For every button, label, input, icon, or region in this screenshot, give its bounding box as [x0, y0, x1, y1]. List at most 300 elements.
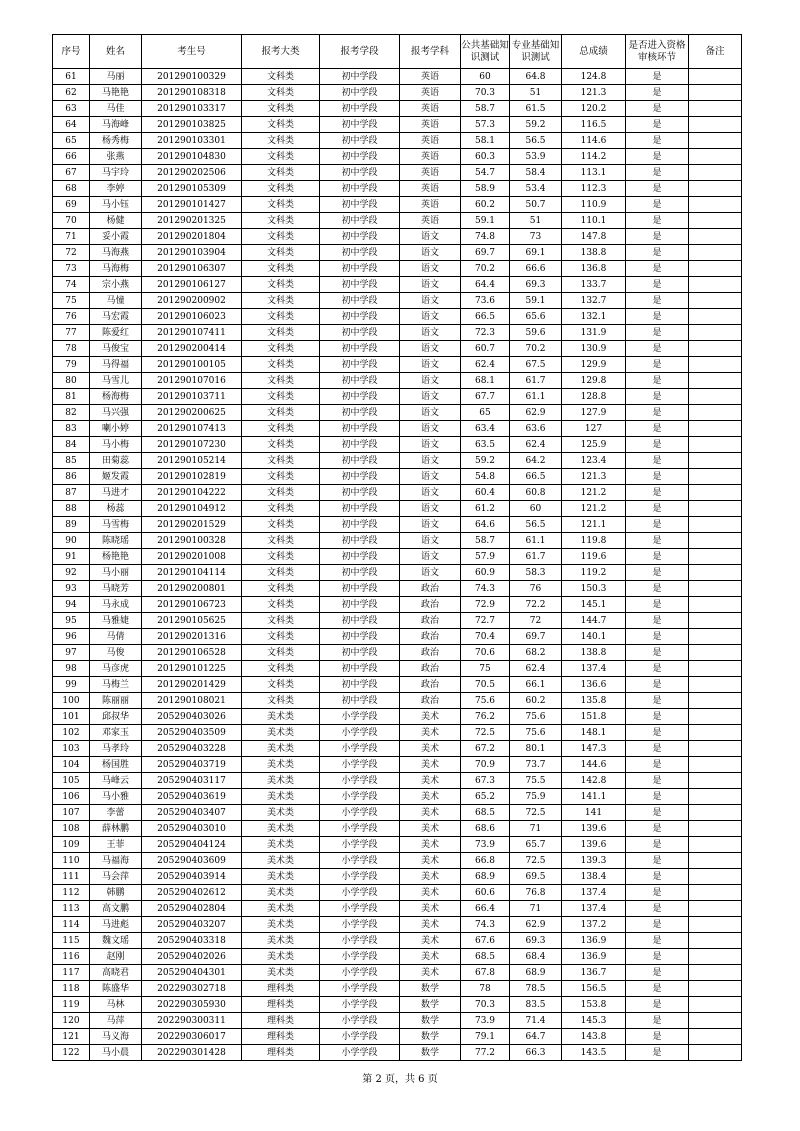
table-cell: 138.8	[562, 645, 626, 661]
table-cell: 113.1	[562, 165, 626, 181]
table-cell	[689, 853, 742, 869]
table-cell: 初中学段	[320, 533, 400, 549]
table-cell: 75.6	[510, 725, 562, 741]
table-row	[53, 197, 742, 213]
table-cell: 83	[53, 421, 90, 437]
table-cell: 123.4	[562, 453, 626, 469]
table-cell: 76.2	[461, 709, 510, 725]
table-cell: 201290102819	[142, 469, 242, 485]
table-cell: 138.4	[562, 869, 626, 885]
table-cell: 144.7	[562, 613, 626, 629]
table-cell: 113	[53, 901, 90, 917]
table-cell: 马佳	[90, 101, 142, 117]
table-cell: 201290200625	[142, 405, 242, 421]
table-cell: 是	[626, 645, 689, 661]
table-cell: 初中学段	[320, 597, 400, 613]
table-cell: 110.1	[562, 213, 626, 229]
column-header: 报考学段	[320, 35, 400, 69]
table-cell: 64.4	[461, 277, 510, 293]
table-cell: 马萍	[90, 1013, 142, 1029]
table-cell: 57.3	[461, 117, 510, 133]
table-cell: 60.8	[510, 485, 562, 501]
table-cell: 陈晓瑶	[90, 533, 142, 549]
table-cell: 赵刚	[90, 949, 142, 965]
table-cell: 121.3	[562, 469, 626, 485]
table-cell: 201290103301	[142, 133, 242, 149]
table-cell: 60.2	[510, 693, 562, 709]
table-row	[53, 309, 742, 325]
table-cell: 58.4	[510, 165, 562, 181]
table-row	[53, 69, 742, 85]
table-cell: 语文	[400, 533, 461, 549]
table-cell: 70.4	[461, 629, 510, 645]
table-cell: 139.3	[562, 853, 626, 869]
table-cell: 语文	[400, 565, 461, 581]
table-cell: 小学学段	[320, 805, 400, 821]
table-cell: 是	[626, 693, 689, 709]
table-cell: 文科类	[242, 533, 320, 549]
table-cell: 文科类	[242, 133, 320, 149]
table-cell: 田菊蕊	[90, 453, 142, 469]
table-cell: 马得福	[90, 357, 142, 373]
table-cell: 初中学段	[320, 197, 400, 213]
table-cell: 初中学段	[320, 389, 400, 405]
table-cell: 137.2	[562, 917, 626, 933]
table-cell: 是	[626, 389, 689, 405]
table-cell: 是	[626, 165, 689, 181]
table-cell: 62	[53, 85, 90, 101]
table-cell: 78	[53, 341, 90, 357]
table-cell: 141.1	[562, 789, 626, 805]
table-cell	[689, 885, 742, 901]
table-cell: 201290201008	[142, 549, 242, 565]
table-cell: 是	[626, 133, 689, 149]
table-cell: 69.5	[510, 869, 562, 885]
table-cell	[689, 213, 742, 229]
table-row	[53, 853, 742, 869]
table-cell: 初中学段	[320, 373, 400, 389]
table-cell	[689, 357, 742, 373]
table-cell: 201290107230	[142, 437, 242, 453]
table-cell: 120.2	[562, 101, 626, 117]
table-cell: 初中学段	[320, 261, 400, 277]
table-cell: 66	[53, 149, 90, 165]
table-cell: 115	[53, 933, 90, 949]
table-row	[53, 773, 742, 789]
table-cell: 63.6	[510, 421, 562, 437]
table-cell: 语文	[400, 469, 461, 485]
table-row	[53, 965, 742, 981]
table-cell	[689, 837, 742, 853]
table-cell: 201290108318	[142, 85, 242, 101]
table-cell: 68.5	[461, 805, 510, 821]
table-cell: 104	[53, 757, 90, 773]
table-cell: 语文	[400, 517, 461, 533]
table-cell: 初中学段	[320, 693, 400, 709]
table-cell: 107	[53, 805, 90, 821]
table-cell: 文科类	[242, 549, 320, 565]
table-body	[53, 69, 742, 1061]
table-cell: 杨艳艳	[90, 549, 142, 565]
table-cell: 美术	[400, 885, 461, 901]
table-cell: 姬发霞	[90, 469, 142, 485]
table-row	[53, 261, 742, 277]
table-cell: 语文	[400, 245, 461, 261]
table-cell: 英语	[400, 117, 461, 133]
table-row	[53, 117, 742, 133]
table-cell: 高文鹏	[90, 901, 142, 917]
table-cell: 202290302718	[142, 981, 242, 997]
table-cell: 初中学段	[320, 485, 400, 501]
table-cell: 132.1	[562, 309, 626, 325]
table-cell: 小学学段	[320, 789, 400, 805]
table-header	[53, 35, 742, 69]
table-cell: 201290200801	[142, 581, 242, 597]
table-cell: 初中学段	[320, 437, 400, 453]
table-cell: 美术	[400, 773, 461, 789]
table-row	[53, 501, 742, 517]
table-cell: 理科类	[242, 981, 320, 997]
table-cell: 初中学段	[320, 501, 400, 517]
table-row	[53, 213, 742, 229]
table-cell: 137.4	[562, 885, 626, 901]
table-cell: 205290403117	[142, 773, 242, 789]
table-cell: 201290202506	[142, 165, 242, 181]
table-cell: 美术	[400, 965, 461, 981]
table-cell: 202290305930	[142, 997, 242, 1013]
table-cell: 82	[53, 405, 90, 421]
table-cell: 114	[53, 917, 90, 933]
table-cell: 文科类	[242, 517, 320, 533]
table-cell: 语文	[400, 485, 461, 501]
table-cell: 67.5	[510, 357, 562, 373]
table-cell	[689, 469, 742, 485]
table-cell: 201290103904	[142, 245, 242, 261]
table-cell: 是	[626, 517, 689, 533]
table-cell	[689, 741, 742, 757]
table-cell: 文科类	[242, 197, 320, 213]
table-cell: 61.7	[510, 373, 562, 389]
table-cell: 70.9	[461, 757, 510, 773]
table-row	[53, 453, 742, 469]
table-cell	[689, 725, 742, 741]
table-cell: 201290201529	[142, 517, 242, 533]
table-cell: 小学学段	[320, 965, 400, 981]
table-cell: 魏文瑶	[90, 933, 142, 949]
table-cell: 81	[53, 389, 90, 405]
table-cell: 153.8	[562, 997, 626, 1013]
table-cell: 58.3	[510, 565, 562, 581]
table-cell: 文科类	[242, 357, 320, 373]
table-row	[53, 405, 742, 421]
table-cell: 是	[626, 661, 689, 677]
table-cell: 61.1	[510, 389, 562, 405]
table-cell: 147.8	[562, 229, 626, 245]
table-cell: 95	[53, 613, 90, 629]
table-row	[53, 101, 742, 117]
table-cell: 201290201325	[142, 213, 242, 229]
table-row	[53, 1013, 742, 1029]
table-cell: 156.5	[562, 981, 626, 997]
table-cell: 63.5	[461, 437, 510, 453]
table-cell: 政治	[400, 613, 461, 629]
table-cell: 英语	[400, 85, 461, 101]
table-cell: 67.2	[461, 741, 510, 757]
table-cell: 201290106127	[142, 277, 242, 293]
table-cell: 144.6	[562, 757, 626, 773]
table-cell: 60.4	[461, 485, 510, 501]
table-cell: 201290106023	[142, 309, 242, 325]
table-cell: 72.7	[461, 613, 510, 629]
table-cell: 是	[626, 757, 689, 773]
column-header: 报考学科	[400, 35, 461, 69]
table-cell: 92	[53, 565, 90, 581]
table-row	[53, 549, 742, 565]
table-cell: 杨蕊	[90, 501, 142, 517]
table-cell: 理科类	[242, 1029, 320, 1045]
table-cell: 58.7	[461, 101, 510, 117]
table-cell: 62.9	[510, 917, 562, 933]
table-row	[53, 869, 742, 885]
table-cell: 72.5	[461, 725, 510, 741]
table-cell: 114.6	[562, 133, 626, 149]
table-cell: 66.6	[510, 261, 562, 277]
table-cell: 110	[53, 853, 90, 869]
table-cell: 小学学段	[320, 821, 400, 837]
table-cell: 初中学段	[320, 565, 400, 581]
table-cell: 马兴强	[90, 405, 142, 421]
table-cell: 文科类	[242, 229, 320, 245]
table-cell: 205290403207	[142, 917, 242, 933]
table-cell	[689, 677, 742, 693]
table-cell: 小学学段	[320, 709, 400, 725]
table-cell: 英语	[400, 69, 461, 85]
table-cell: 76	[510, 581, 562, 597]
table-cell	[689, 949, 742, 965]
table-cell: 是	[626, 613, 689, 629]
table-cell: 73.9	[461, 1013, 510, 1029]
table-cell: 喇小婷	[90, 421, 142, 437]
table-cell: 78	[461, 981, 510, 997]
table-cell: 是	[626, 453, 689, 469]
table-cell: 是	[626, 357, 689, 373]
table-cell: 60.2	[461, 197, 510, 213]
table-cell: 53.4	[510, 181, 562, 197]
table-cell: 110.9	[562, 197, 626, 213]
table-cell: 是	[626, 101, 689, 117]
table-cell: 86	[53, 469, 90, 485]
table-cell: 文科类	[242, 453, 320, 469]
table-cell: 马俊宝	[90, 341, 142, 357]
table-cell: 小学学段	[320, 885, 400, 901]
table-cell: 201290108021	[142, 693, 242, 709]
table-cell: 是	[626, 197, 689, 213]
table-cell: 美术	[400, 741, 461, 757]
table-cell: 初中学段	[320, 469, 400, 485]
table-cell: 语文	[400, 453, 461, 469]
table-cell: 美术类	[242, 725, 320, 741]
table-cell: 马进彪	[90, 917, 142, 933]
column-header: 报考大类	[242, 35, 320, 69]
table-cell: 119	[53, 997, 90, 1013]
table-cell: 政治	[400, 581, 461, 597]
table-cell: 小学学段	[320, 773, 400, 789]
table-cell: 201290107016	[142, 373, 242, 389]
table-cell: 语文	[400, 293, 461, 309]
table-row	[53, 357, 742, 373]
table-row	[53, 181, 742, 197]
table-cell: 马海燕	[90, 245, 142, 261]
table-cell: 是	[626, 117, 689, 133]
table-cell: 72.2	[510, 597, 562, 613]
table-row	[53, 1029, 742, 1045]
column-header: 专业基础知识测试	[510, 35, 562, 69]
table-cell: 初中学段	[320, 645, 400, 661]
table-cell: 初中学段	[320, 421, 400, 437]
table-cell: 60.7	[461, 341, 510, 357]
table-cell: 小学学段	[320, 997, 400, 1013]
table-cell: 68.4	[510, 949, 562, 965]
table-row	[53, 293, 742, 309]
table-cell: 文科类	[242, 165, 320, 181]
table-cell: 201290105214	[142, 453, 242, 469]
table-cell: 文科类	[242, 85, 320, 101]
table-cell: 112	[53, 885, 90, 901]
table-cell	[689, 613, 742, 629]
table-cell: 是	[626, 917, 689, 933]
table-cell: 文科类	[242, 597, 320, 613]
table-cell: 108	[53, 821, 90, 837]
table-cell	[689, 757, 742, 773]
table-cell: 54.7	[461, 165, 510, 181]
table-cell: 政治	[400, 597, 461, 613]
table-cell	[689, 533, 742, 549]
table-cell: 英语	[400, 133, 461, 149]
table-cell: 93	[53, 581, 90, 597]
table-cell	[689, 133, 742, 149]
table-cell: 马梅兰	[90, 677, 142, 693]
table-cell	[689, 965, 742, 981]
table-cell: 小学学段	[320, 741, 400, 757]
table-cell: 74.8	[461, 229, 510, 245]
table-cell: 是	[626, 245, 689, 261]
table-cell: 小学学段	[320, 901, 400, 917]
table-cell: 91	[53, 549, 90, 565]
table-cell	[689, 437, 742, 453]
table-cell: 72	[53, 245, 90, 261]
table-cell: 201290101225	[142, 661, 242, 677]
table-row	[53, 789, 742, 805]
table-cell: 201290106528	[142, 645, 242, 661]
table-cell: 80	[53, 373, 90, 389]
table-cell: 75	[53, 293, 90, 309]
table-cell: 是	[626, 309, 689, 325]
table-cell	[689, 485, 742, 501]
table-cell: 初中学段	[320, 101, 400, 117]
table-cell: 初中学段	[320, 677, 400, 693]
table-cell: 205290403010	[142, 821, 242, 837]
table-cell: 56.5	[510, 133, 562, 149]
table-cell: 97	[53, 645, 90, 661]
table-cell: 205290403026	[142, 709, 242, 725]
table-cell: 是	[626, 853, 689, 869]
table-cell: 数学	[400, 1029, 461, 1045]
table-cell: 小学学段	[320, 837, 400, 853]
table-cell: 初中学段	[320, 661, 400, 677]
table-row	[53, 981, 742, 997]
table-cell: 是	[626, 229, 689, 245]
table-cell: 美术类	[242, 821, 320, 837]
table-cell: 58.7	[461, 533, 510, 549]
table-cell: 小学学段	[320, 869, 400, 885]
table-row	[53, 725, 742, 741]
table-row	[53, 165, 742, 181]
table-cell: 美术类	[242, 917, 320, 933]
table-cell: 59.2	[510, 117, 562, 133]
table-cell: 151.8	[562, 709, 626, 725]
table-cell: 201290101427	[142, 197, 242, 213]
table-cell: 56.5	[510, 517, 562, 533]
table-cell	[689, 917, 742, 933]
table-cell: 英语	[400, 149, 461, 165]
table-cell: 64	[53, 117, 90, 133]
table-cell: 68.2	[510, 645, 562, 661]
table-cell: 马进才	[90, 485, 142, 501]
table-cell: 121.2	[562, 501, 626, 517]
table-cell: 是	[626, 421, 689, 437]
table-cell: 语文	[400, 421, 461, 437]
table-cell: 杨秀梅	[90, 133, 142, 149]
table-row	[53, 597, 742, 613]
table-cell	[689, 597, 742, 613]
table-cell: 71	[510, 901, 562, 917]
table-cell: 是	[626, 901, 689, 917]
table-cell: 119.2	[562, 565, 626, 581]
table-cell: 是	[626, 373, 689, 389]
table-cell	[689, 629, 742, 645]
table-cell: 是	[626, 725, 689, 741]
table-cell: 初中学段	[320, 405, 400, 421]
table-cell: 文科类	[242, 421, 320, 437]
table-cell: 61	[53, 69, 90, 85]
table-cell: 马俊	[90, 645, 142, 661]
table-cell: 98	[53, 661, 90, 677]
table-cell	[689, 277, 742, 293]
table-cell: 145.3	[562, 1013, 626, 1029]
table-cell: 51	[510, 85, 562, 101]
table-cell: 是	[626, 213, 689, 229]
table-cell: 文科类	[242, 485, 320, 501]
table-cell: 63.4	[461, 421, 510, 437]
table-row	[53, 613, 742, 629]
table-cell: 124.8	[562, 69, 626, 85]
table-cell: 88	[53, 501, 90, 517]
table-cell: 83.5	[510, 997, 562, 1013]
table-cell: 文科类	[242, 581, 320, 597]
table-cell: 54.8	[461, 469, 510, 485]
table-cell: 205290403609	[142, 853, 242, 869]
table-cell: 69.3	[510, 277, 562, 293]
table-cell: 语文	[400, 325, 461, 341]
table-cell: 杨健	[90, 213, 142, 229]
table-cell: 是	[626, 1029, 689, 1045]
table-cell: 72	[510, 613, 562, 629]
table-cell: 66.4	[461, 901, 510, 917]
table-cell: 202290301428	[142, 1045, 242, 1061]
table-cell: 美术类	[242, 757, 320, 773]
table-cell	[689, 661, 742, 677]
table-cell: 马宏霞	[90, 309, 142, 325]
